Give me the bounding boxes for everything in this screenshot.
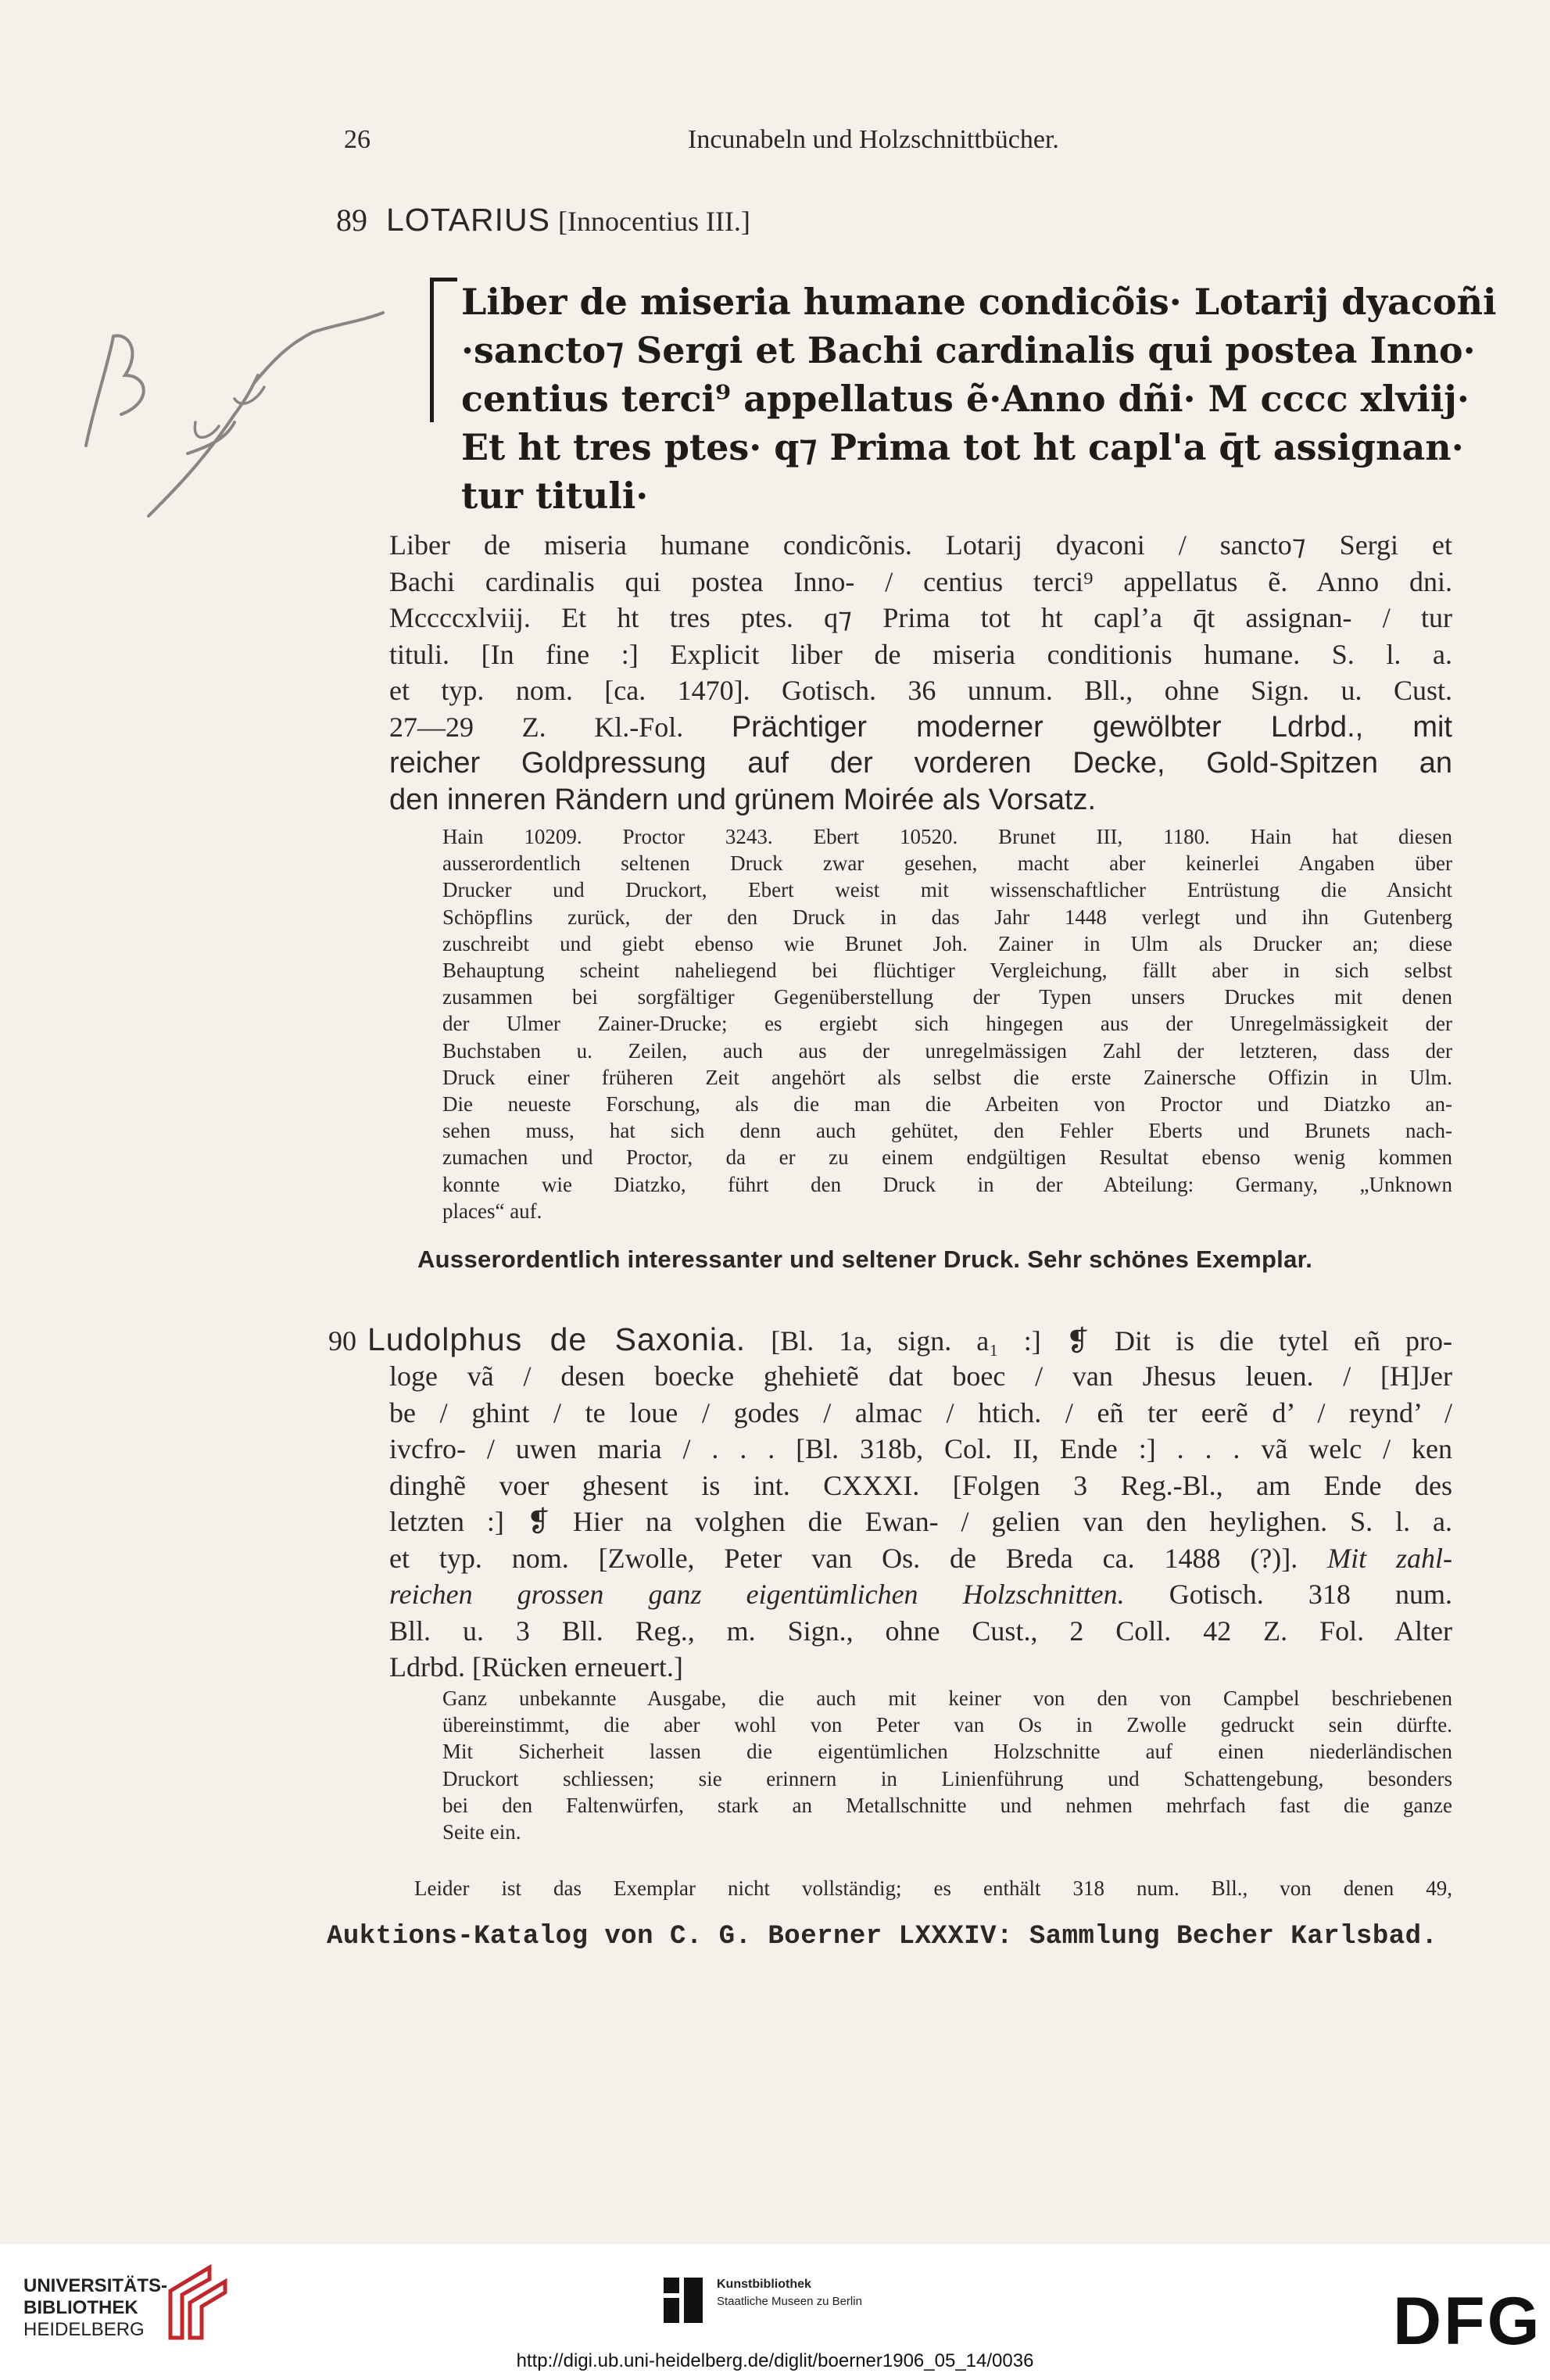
handwritten-annotation: [55, 258, 391, 539]
lot-90-description: [328, 1321, 1452, 1360]
note-line: sehen muss, hat sich denn auch gehütet, den Fehler Eberts und Brunets nach-: [442, 1119, 1452, 1143]
description-line: dinghẽ voer ghesent is int. CXXXI. [Folgen 3 Reg.-Bl., am Ende des: [389, 1469, 1452, 1501]
description-line: letzten :] ❡ Hier na volghen die Ewan- / gelien van den heylighen. S. l. a.: [389, 1506, 1452, 1537]
note-line: zusammen bei sorgfältiger Gegenüberstellung der Typen unsers Druckes mit denen: [442, 985, 1452, 1009]
heidelberg-library-logo[interactable]: [23, 2275, 258, 2361]
note-line: ausserordentlich seltenen Druck zwar gesehen, macht aber keinerlei Angaben über: [442, 851, 1452, 876]
note-line: übereinstimmt, die aber wohl von Peter van Os in Zwolle gedruckt sein dürfte.: [442, 1713, 1452, 1737]
description-line: [389, 709, 1452, 746]
kunstbibliothek-emblem-icon: [660, 2271, 707, 2326]
note-line: bei den Faltenwürfen, stark an Metallschnitte und nehmen mehrfach fast die ganze: [442, 1793, 1452, 1817]
gothic-line: Et ht tres ptes· q⁊ Prima tot ht capl'a q̄t assignan·: [461, 426, 1464, 468]
note-line: Mit Sicherheit lassen die eigentümlichen Holzschnitte auf einen niederländischen: [442, 1740, 1452, 1764]
description-line: [389, 1576, 1452, 1613]
note-line: Buchstaben u. Zeilen, auch aus der unregelmässigen Zahl der letzteren, dass der: [442, 1038, 1452, 1063]
description-line: be / ghint / te loue / godes / almac / htich. / eñ ter eerẽ d’ / reynd’ /: [389, 1396, 1452, 1428]
gothic-line: Liber de miseria humane condicõis· Lotarij dyacoñi: [461, 281, 1497, 323]
kunstbibliothek-text: [717, 2276, 862, 2310]
description-line: ivcfro- / uwen maria / . . . [Bl. 318b, Col. II, Ende :] . . . vã welc / ken: [389, 1433, 1452, 1464]
note-line: konnte wie Diatzko, führt den Druck in der Abteilung: Germany, „Unknown: [442, 1172, 1452, 1196]
note-line: Behauptung scheint naheliegend bei flüchtiger Vergleichung, fällt aber in sich selbst: [442, 959, 1452, 983]
description-line: Bachi cardinalis qui postea Inno- / centius terci⁹ appellatus ẽ. Anno dni.: [389, 565, 1452, 597]
library-name: [23, 2275, 167, 2341]
dfg-logo[interactable]: DFG: [1393, 2284, 1542, 2359]
description-line: Ldrbd. [Rücken erneuert.]: [389, 1651, 683, 1683]
description-text: et typ. nom. [Zwolle, Peter van Os. de Breda ca. 1488 (?)].: [389, 1542, 1298, 1574]
initial-bracket: [430, 278, 457, 422]
description-line: loge vã / desen boecke ghehietẽ dat boec / van Jhesus leuen. / [H]Jer: [389, 1360, 1452, 1392]
lot-90-note: [442, 1685, 1452, 1845]
note-line: Leider ist das Exemplar nicht vollständig; es enthält 318 num. Bll., von denen 49,: [414, 1876, 1452, 1900]
binding-description-line: den inneren Rändern und grünem Moirée als Vorsatz.: [389, 783, 1097, 816]
running-head: [0, 125, 1550, 172]
note-line: Schöpflins zurück, der den Druck in das Jahr 1448 verlegt und ihn Gutenberg: [442, 905, 1452, 929]
lot-89-description: [389, 527, 1452, 818]
note-line: zumachen und Proctor, da er zu einem endgültigen Resultat ebenso wenig kommen: [442, 1145, 1452, 1170]
lot-number: 89: [336, 203, 367, 238]
page-number: 26: [344, 125, 370, 154]
kunstbibliothek-sub: Staatliche Museen zu Berlin: [717, 2295, 862, 2308]
note-line: Hain 10209. Proctor 3243. Ebert 10520. Brunet III, 1180. Hain hat diesen: [442, 825, 1452, 848]
gothic-line: ·sancto⁊ Sergi et Bachi cardinalis qui postea Inno·: [461, 329, 1476, 371]
description-italic: Mit zahl-: [1327, 1542, 1453, 1574]
library-name-line: BIBLIOTHEK: [23, 2297, 138, 2318]
lot-89-highlight: Ausserordentlich interessanter und seltener Druck. Sehr schönes Exemplar.: [417, 1246, 1313, 1273]
note-line: Die neueste Forschung, als die man die Arbeiten von Proctor und Diatzko an-: [442, 1092, 1452, 1117]
note-line: Seite ein.: [442, 1820, 521, 1844]
binding-description: Prächtiger moderner gewölbter Ldrbd., mit: [731, 710, 1452, 744]
description-line: [328, 1321, 1452, 1360]
lot-number: 90: [328, 1325, 356, 1357]
note-line: Ganz unbekannte Ausgabe, die auch mit keiner von den von Campbel beschriebenen: [442, 1686, 1452, 1710]
description-text: 27—29 Z. Kl.-Fol.: [389, 711, 684, 743]
running-head-title: Incunabeln und Holzschnittbücher.: [688, 125, 1059, 154]
note-line: Druckort schliessen; sie erinnern in Linienführung und Schattengebung, besonders: [442, 1766, 1452, 1790]
description-line: Bll. u. 3 Bll. Reg., m. Sign., ohne Cust., 2 Coll. 42 Z. Fol. Alter: [389, 1615, 1452, 1647]
lot-90-note-continued: [414, 1875, 1452, 1901]
gothic-line: centius terci⁹ appellatus ẽ·Anno dñi· M cccc xlviij·: [461, 378, 1469, 420]
description-text: [Bl. 1a, sign. a₁ :] ❡ Dit is die tytel eñ pro-: [771, 1325, 1452, 1357]
lot-author: LOTARIUS: [386, 202, 550, 238]
library-emblem-icon: [163, 2260, 233, 2346]
catalog-footer-title: Auktions-Katalog von C. G. Boerner LXXXIV: Sammlung Becher Karlsbad.: [327, 1922, 1438, 1952]
kunstbibliothek-logo[interactable]: [660, 2271, 926, 2334]
gothic-line: tur tituli·: [461, 475, 649, 517]
lot-author-note: [Innocentius III.]: [558, 206, 750, 237]
description-line: et typ. nom. [ca. 1470]. Gotisch. 36 unnum. Bll., ohne Sign. u. Cust.: [389, 675, 1452, 706]
note-line: der Ulmer Zainer-Drucke; es ergiebt sich hingegen aus der Unregelmässigkeit der: [442, 1012, 1452, 1036]
lot-author: Ludolphus de Saxonia.: [367, 1321, 746, 1357]
description-text: Gotisch. 318 num.: [1169, 1579, 1453, 1610]
library-name-line: HEIDELBERG: [23, 2319, 145, 2340]
library-name-line: UNIVERSITÄTS-: [23, 2275, 168, 2296]
lot-90-description-continued: [389, 1358, 1452, 1686]
kunstbibliothek-name: Kunstbibliothek: [717, 2278, 811, 2291]
description-line: Liber de miseria humane condicõnis. Lotarij dyaconi / sancto⁊ Sergi et: [389, 529, 1452, 561]
description-italic: reichen grossen ganz eigentümlichen Holzschnitten.: [389, 1579, 1125, 1610]
note-line: Druck einer früheren Zeit angehört als selbst die erste Zainersche Offizin in Ulm.: [442, 1065, 1452, 1089]
permalink-url[interactable]: http://digi.ub.uni-heidelberg.de/diglit/boerner1906_05_14/0036: [516, 2350, 1034, 2371]
gothic-facsimile: [461, 278, 1497, 517]
lot-89-note: [442, 823, 1452, 1224]
viewer-footer: [0, 2244, 1550, 2380]
description-line: Mccccxlviij. Et ht tres ptes. q⁊ Prima tot ht capl’a q̄t assignan- / tur: [389, 602, 1452, 633]
note-line: zuschreibt und giebt ebenso wie Brunet Joh. Zainer in Ulm als Drucker an; diese: [442, 931, 1452, 955]
note-line: places“ auf.: [442, 1199, 542, 1223]
description-line: tituli. [In fine :] Explicit liber de miseria conditionis humane. S. l. a.: [389, 638, 1452, 670]
lot-89-heading: [336, 202, 750, 238]
note-line: Drucker und Druckort, Ebert weist mit wissenschaftlicher Entrüstung die Ansicht: [442, 878, 1452, 902]
description-line: [389, 1540, 1452, 1577]
binding-description-line: reicher Goldpressung auf der vorderen Decke, Gold-Spitzen an: [389, 747, 1452, 780]
